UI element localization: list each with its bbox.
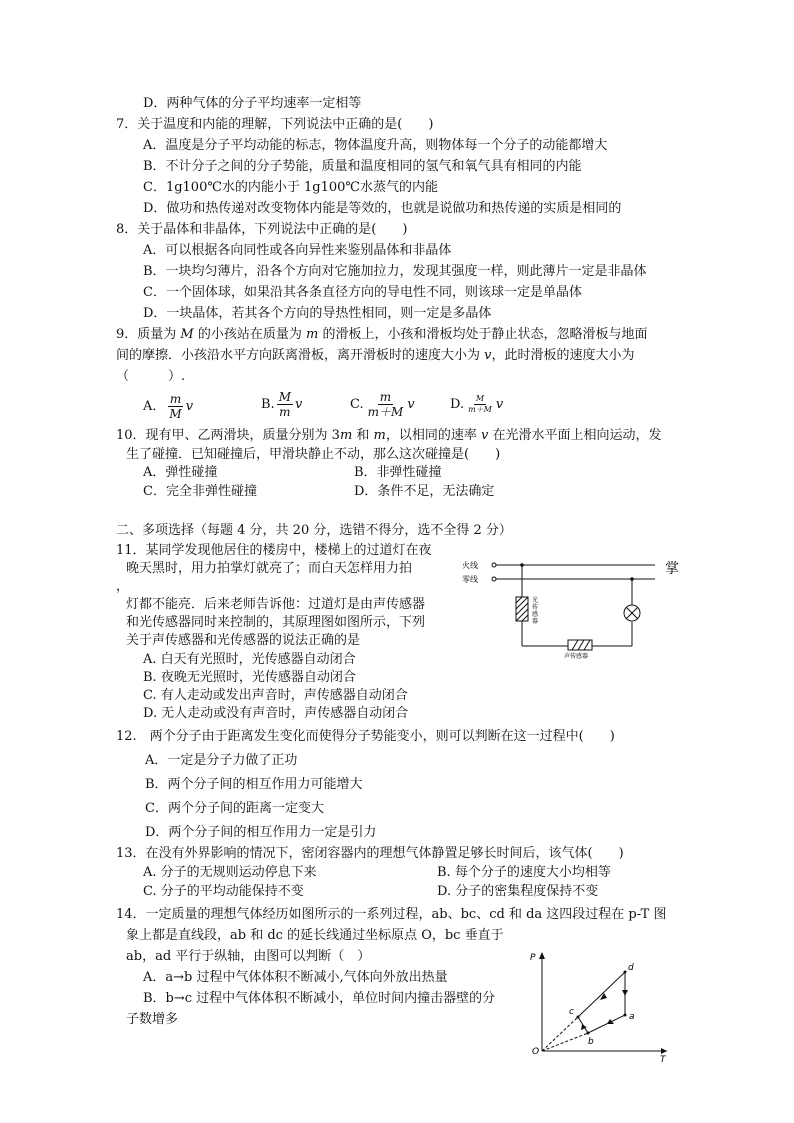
q13-option-b: B. 每个分子的速度大小均相等 xyxy=(437,865,611,880)
light-sensor-char-3: 感 xyxy=(532,611,539,618)
q11-line1: 11．某同学发现他居住的楼房中，楼梯上的过道灯在夜 xyxy=(116,543,432,558)
q11-line3: ， xyxy=(116,579,130,594)
q11-circuit-diagram xyxy=(460,552,690,664)
q12-option-d: D．两个分子间的相互作用力一定是引力 xyxy=(145,825,377,840)
origin-label: O xyxy=(532,1047,540,1057)
segment-cd xyxy=(578,972,625,1017)
q10-option-c: C．完全非弹性碰撞 xyxy=(143,484,257,499)
q8-option-b: B．一块均匀薄片，沿各个方向对它施加拉力，发现其强度一样，则此薄片一定是非晶体 xyxy=(143,264,647,279)
q11-line4: 灯都不能亮．后来老师告诉他：过道灯是由声传感器 xyxy=(126,597,426,612)
q11-option-a: A. 白天有光照时，光传感器自动闭合 xyxy=(143,652,356,667)
q11-line5: 和光传感器同时来控制的，其原理图如图所示，下列 xyxy=(126,615,426,630)
q9-line1: 9．质量为 M 的小孩站在质量为 m 的滑板上，小孩和滑板均处于静止状态，忽略滑板与地面 xyxy=(116,327,648,342)
point-a-label: a xyxy=(629,1012,635,1022)
q14-line3: ab，ad 平行于纵轴，由图可以判断（ ） xyxy=(126,949,371,964)
q9-option-c: C. $\frac{m}{m+M}$ v xyxy=(350,390,415,419)
p-axis-label: P xyxy=(530,953,536,963)
q12-option-b: B．两个分子间的相互作用力可能增大 xyxy=(145,777,363,792)
q11-line6: 关于声传感器和光传感器的说法正确的是 xyxy=(126,633,361,648)
q7-option-a: A．温度是分子平均动能的标志，物体温度升高，则物体每一个分子的动能都增大 xyxy=(143,138,608,153)
q9-line3: （ ）. xyxy=(116,369,186,384)
q7-option-b: B．不计分子之间的分子势能，质量和温度相同的氢气和氧气具有相同的内能 xyxy=(143,159,582,174)
point-d-label: d xyxy=(628,963,634,973)
q7-option-d: D．做功和热传递对改变物体内能是等效的，也就是说做功和热传递的实质是相同的 xyxy=(143,201,622,216)
neutral-wire-label: 零线 xyxy=(462,575,478,584)
q14-option-b-line2: 子数增多 xyxy=(126,1012,179,1027)
light-sensor xyxy=(516,596,538,625)
q11-option-c: C. 有人走动或发出声音时，声传感器自动闭合 xyxy=(143,688,408,703)
q13-option-a: A. 分子的无规则运动停息下来 xyxy=(143,865,317,880)
q13-stem: 13．在没有外界影响的情况下，密闭容器内的理想气体静置足够长时间后，该气体( ) xyxy=(116,846,624,861)
t-axis-label: T xyxy=(660,1055,666,1063)
q10-line1: 10．现有甲、乙两滑块，质量分别为 3m 和 m，以相同的速率 v 在光滑水平面上相向运动，发 xyxy=(116,428,662,443)
sound-sensor xyxy=(564,640,592,660)
q12-option-a: A．一定是分子力做了正功 xyxy=(145,753,298,768)
trailing-char: 掌 xyxy=(665,561,679,577)
q8-option-c: C．一个固体球，如果沿其各条直径方向的导电性不同，则该球一定是单晶体 xyxy=(143,285,582,300)
q6-option-d: D．两种气体的分子平均速率一定相等 xyxy=(143,96,362,111)
q11-option-b: B. 夜晚无光照时，光传感器自动闭合 xyxy=(143,670,356,685)
q7-stem: 7．关于温度和内能的理解，下列说法中正确的是( ) xyxy=(116,117,434,132)
q10-option-b: B．非弹性碰撞 xyxy=(354,465,442,480)
q13-option-c: C. 分子的平均动能保持不变 xyxy=(143,884,304,899)
q8-option-a: A．可以根据各向同性或各向异性来鉴别晶体和非晶体 xyxy=(143,243,452,258)
q9-option-d: D. $\frac{M}{m+M}$ v xyxy=(450,394,504,414)
q14-option-b-line1: B．b→c 过程中气体体积不断减小，单位时间内撞击器壁的分 xyxy=(143,991,496,1006)
light-sensor-char-4: 器 xyxy=(532,618,539,625)
q14-line2: 象上都是直线段，ab 和 dc 的延长线通过坐标原点 O，bc 垂直于 xyxy=(126,928,504,943)
lamp-icon xyxy=(624,605,640,621)
q14-line1: 14．一定质量的理想气体经历如图所示的一系列过程，ab、bc、cd 和 da 这四段过程在 p-T 图 xyxy=(116,907,667,922)
q9-line2: 间的摩擦．小孩沿水平方向跃离滑板，离开滑板时的速度大小为 v，此时滑板的速度大小为 xyxy=(116,348,635,363)
q10-line2: 生了碰撞．已知碰撞后，甲滑块静止不动，那么这次碰撞是( ) xyxy=(126,447,501,462)
section-2-heading: 二、多项选择（每题 4 分，共 20 分，选错不得分，选不全得 2 分） xyxy=(116,523,512,538)
segment-ab xyxy=(588,1015,625,1033)
q10-option-d: D．条件不足，无法确定 xyxy=(354,484,495,499)
q12-option-c: C．两个分子间的距离一定变大 xyxy=(145,801,324,816)
q7-option-c: C．1g100℃水的内能小于 1g100℃水蒸气的内能 xyxy=(143,180,438,195)
q8-stem: 8．关于晶体和非晶体，下列说法中正确的是( ) xyxy=(116,222,408,237)
q10-option-a: A．弹性碰撞 xyxy=(143,465,218,480)
q14-pT-diagram xyxy=(522,948,672,1063)
q11-line2: 晚天黑时，用力拍掌灯就亮了；而白天怎样用力拍 xyxy=(126,561,413,576)
q9-option-a: A． $\frac{m}{M}$ v xyxy=(143,392,194,421)
q11-option-d: D. 无人走动或没有声音时，声传感器自动闭合 xyxy=(143,706,409,721)
q12-stem: 12. 两个分子由于距离发生变化而使得分子势能变小，则可以判断在这一过程中( ) xyxy=(116,729,615,744)
sound-sensor-label: 声传感器 xyxy=(564,653,589,660)
point-c-label: c xyxy=(569,1007,574,1017)
q8-option-d: D．一块晶体，若其各个方向的导热性相同，则一定是多晶体 xyxy=(143,306,492,321)
light-sensor-char-1: 光 xyxy=(532,597,539,604)
light-sensor-char-2: 传 xyxy=(532,604,539,611)
q9-option-b: B. $\frac{M}{m}$ v xyxy=(261,390,303,419)
live-wire-label: 火线 xyxy=(462,561,478,570)
q13-option-d: D. 分子的密集程度保持不变 xyxy=(437,884,599,899)
point-b-label: b xyxy=(588,1037,594,1047)
q14-option-a: A．a→b 过程中气体体积不断减小,气体向外放出热量 xyxy=(143,970,448,985)
